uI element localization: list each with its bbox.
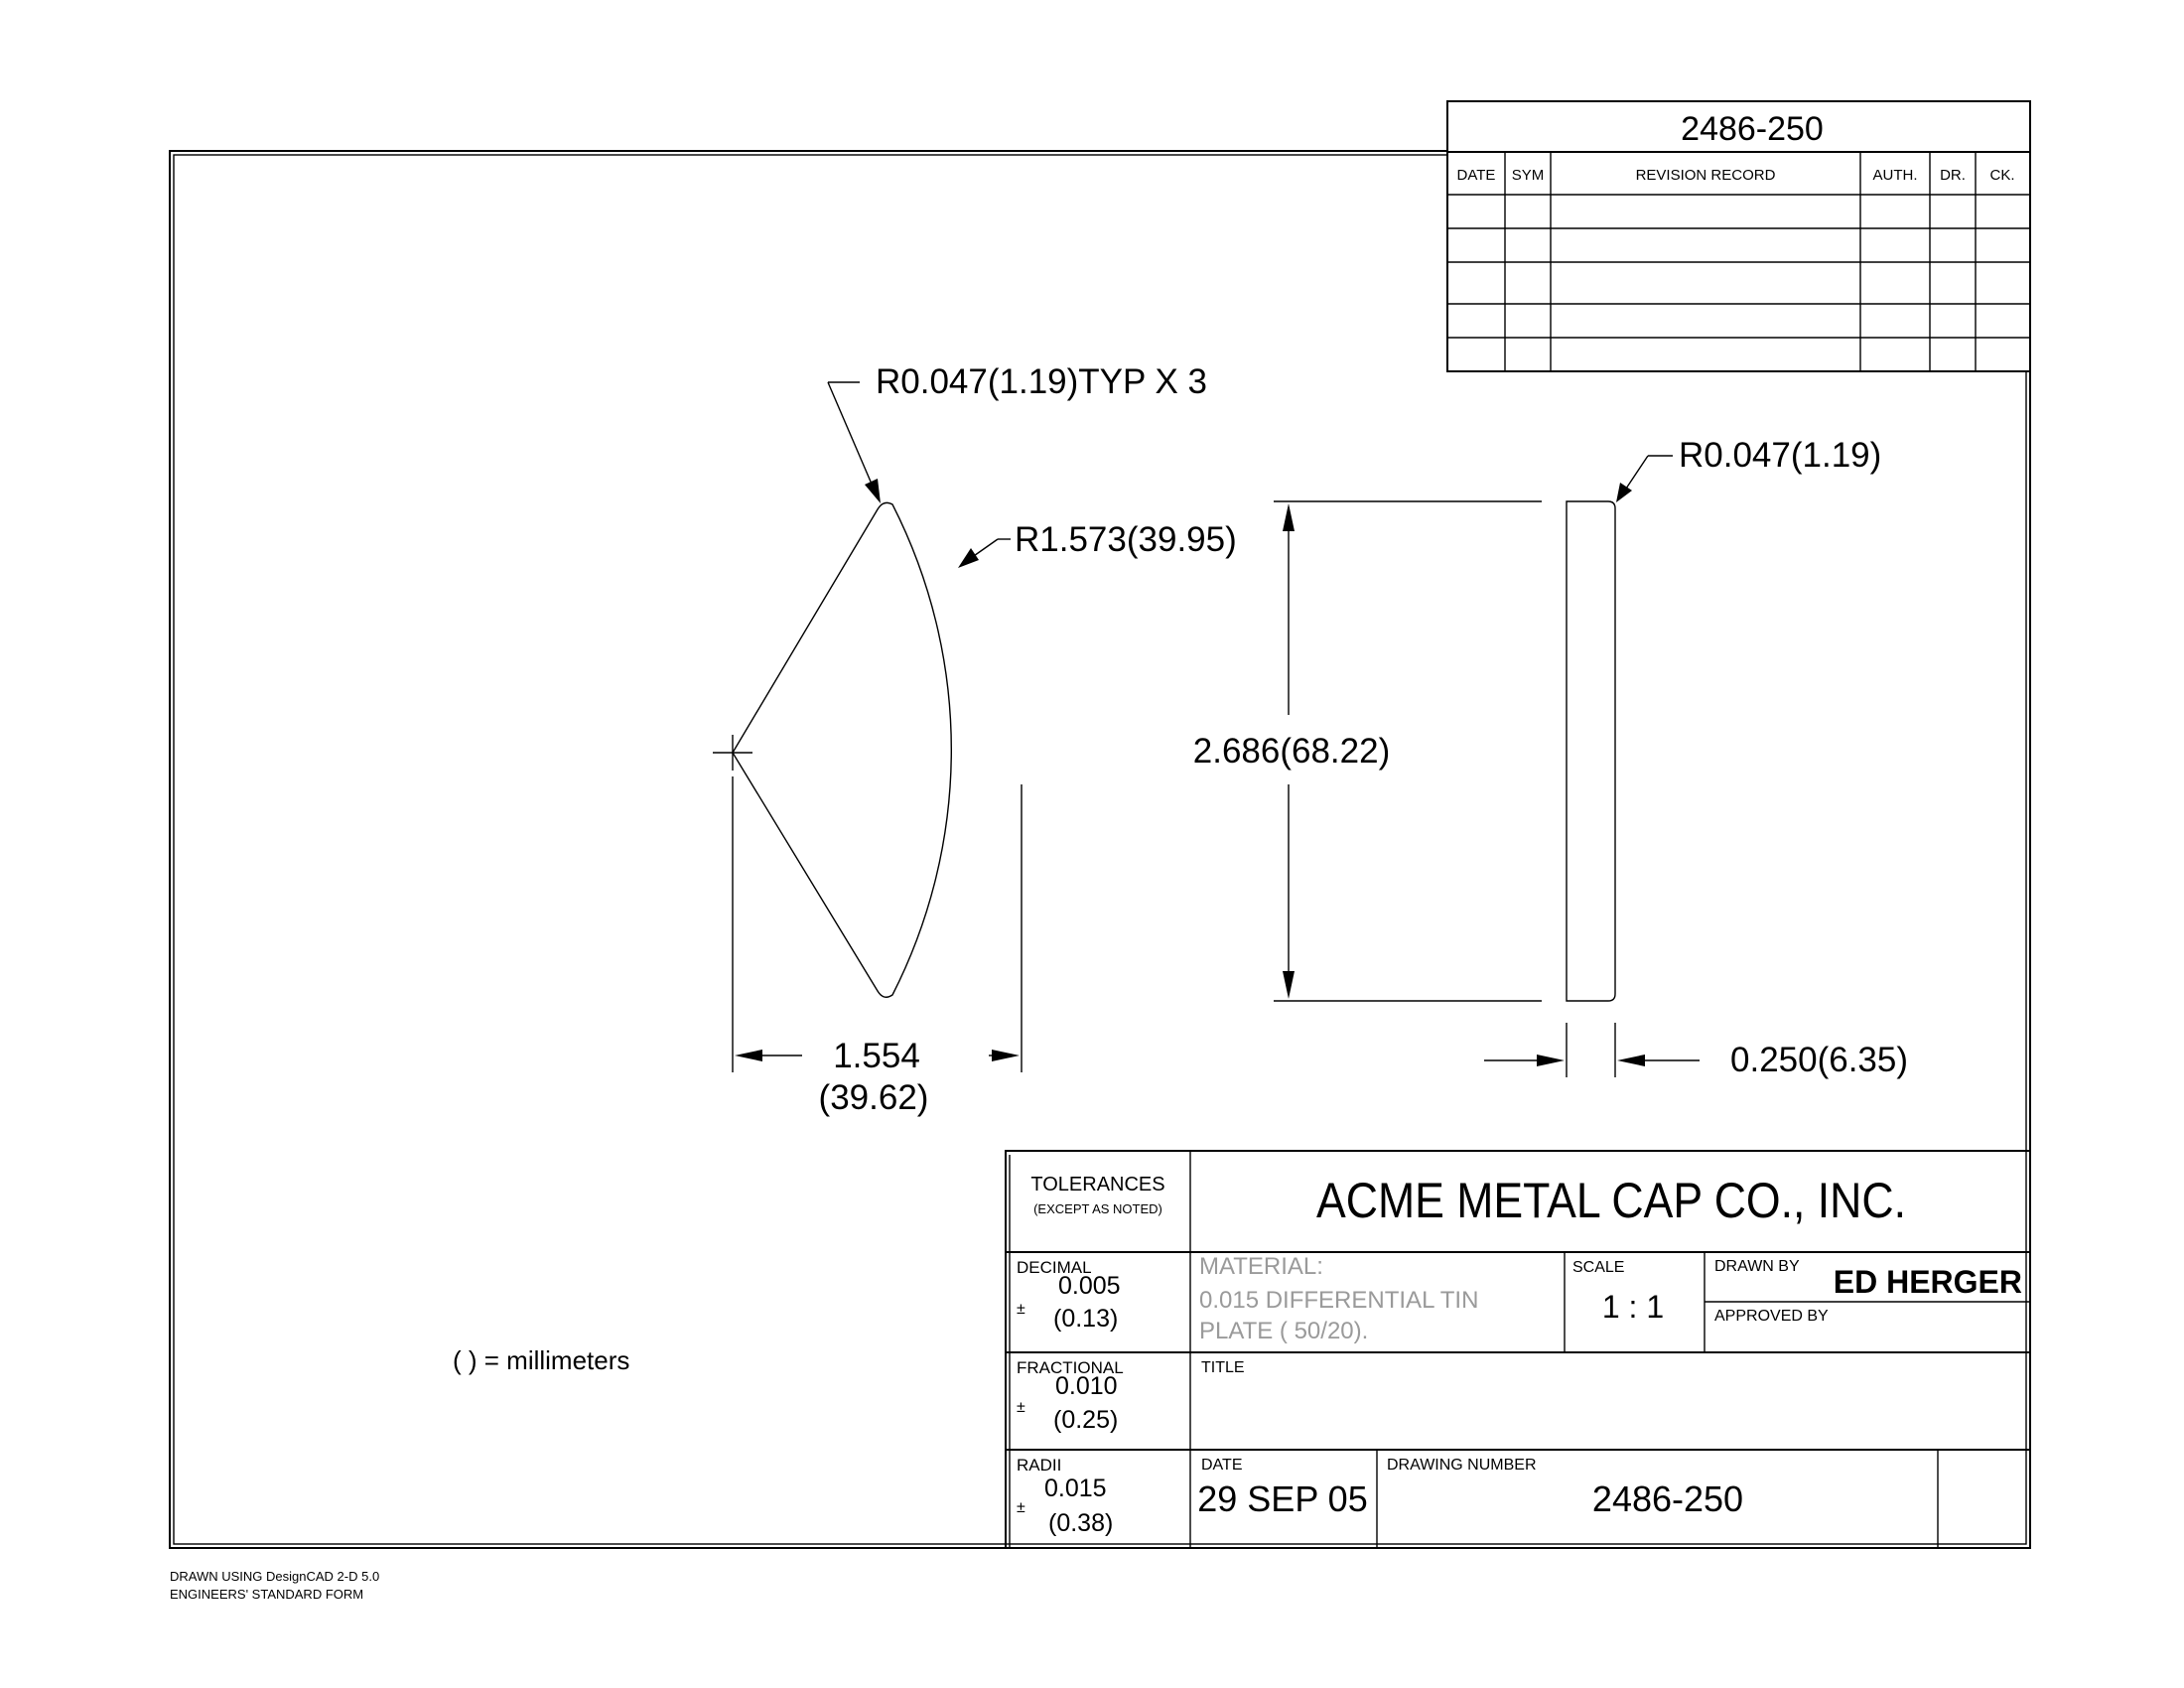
material-line2: PLATE ( 50/20). bbox=[1199, 1318, 1369, 1344]
material-label: MATERIAL: bbox=[1199, 1253, 1323, 1280]
revision-block bbox=[1447, 101, 2030, 371]
dim-thickness-text: 0.250(6.35) bbox=[1730, 1041, 1909, 1079]
dim-width bbox=[733, 776, 1022, 1117]
date-label: DATE bbox=[1201, 1457, 1243, 1474]
title-label: TITLE bbox=[1201, 1359, 1245, 1376]
revision-drawing-number: 2486-250 bbox=[1681, 110, 1824, 148]
dim-corner-radii: R0.047(1.19)TYP X 3 bbox=[876, 362, 1207, 401]
revision-header-auth: AUTH. bbox=[1872, 167, 1918, 184]
footer-line2: ENGINEERS' STANDARD FORM bbox=[170, 1587, 364, 1602]
revision-header-dr: DR. bbox=[1940, 167, 1966, 184]
part-side-view bbox=[1567, 501, 1615, 1001]
dim-arc-radius: R1.573(39.95) bbox=[1015, 520, 1237, 559]
drawing-number-label: DRAWING NUMBER bbox=[1387, 1457, 1537, 1474]
dim-width-in: 1.554 bbox=[833, 1037, 920, 1075]
decimal-label: DECIMAL bbox=[1017, 1258, 1092, 1277]
radii-value: 0.015 bbox=[1044, 1475, 1107, 1502]
fractional-value: 0.010 bbox=[1055, 1372, 1118, 1400]
dim-width-mm: (39.62) bbox=[818, 1078, 929, 1117]
decimal-plusminus: ± bbox=[1017, 1301, 1025, 1318]
scale-value: 1 : 1 bbox=[1601, 1289, 1665, 1325]
dim-height bbox=[1193, 501, 1542, 1001]
revision-header-ck: CK. bbox=[1989, 167, 2015, 184]
title-block bbox=[1006, 1151, 2030, 1548]
drawing-number-value: 2486-250 bbox=[1591, 1478, 1744, 1519]
material-line1: 0.015 DIFFERENTIAL TIN bbox=[1199, 1287, 1479, 1314]
radii-mm: (0.38) bbox=[1048, 1509, 1114, 1537]
dim-side-radius: R0.047(1.19) bbox=[1679, 436, 1882, 475]
date-value: 29 SEP 05 bbox=[1197, 1478, 1368, 1519]
fractional-plusminus: ± bbox=[1017, 1399, 1025, 1416]
units-note: ( ) = millimeters bbox=[453, 1345, 630, 1375]
revision-header-record: REVISION RECORD bbox=[1635, 167, 1776, 184]
approved-by-label: APPROVED BY bbox=[1714, 1308, 1829, 1325]
dim-height-text: 2.686(68.22) bbox=[1192, 732, 1391, 771]
tolerances-label: TOLERANCES bbox=[1030, 1174, 1165, 1196]
tolerances-note: (EXCEPT AS NOTED) bbox=[1033, 1201, 1162, 1216]
drawn-by-label: DRAWN BY bbox=[1714, 1258, 1800, 1275]
leader-side-radius bbox=[1616, 436, 1881, 502]
footer-line1: DRAWN USING DesignCAD 2-D 5.0 bbox=[170, 1569, 380, 1584]
radii-label: RADII bbox=[1017, 1456, 1062, 1475]
leader-corner-radii bbox=[828, 362, 1207, 503]
fractional-mm: (0.25) bbox=[1053, 1406, 1119, 1434]
radii-plusminus: ± bbox=[1017, 1499, 1025, 1516]
dim-thickness bbox=[1484, 1023, 1908, 1079]
scale-label: SCALE bbox=[1572, 1259, 1625, 1276]
leader-arc-radius bbox=[958, 520, 1237, 568]
revision-header-date: DATE bbox=[1456, 167, 1496, 184]
drawn-by-value: ED HERGER bbox=[1833, 1264, 2022, 1300]
decimal-mm: (0.13) bbox=[1053, 1305, 1119, 1333]
revision-header-sym: SYM bbox=[1511, 167, 1545, 184]
fractional-label: FRACTIONAL bbox=[1017, 1358, 1124, 1377]
decimal-value: 0.005 bbox=[1058, 1272, 1121, 1300]
company-name: ACME METAL CAP CO., INC. bbox=[1316, 1173, 1906, 1228]
part-front-view bbox=[713, 502, 951, 997]
